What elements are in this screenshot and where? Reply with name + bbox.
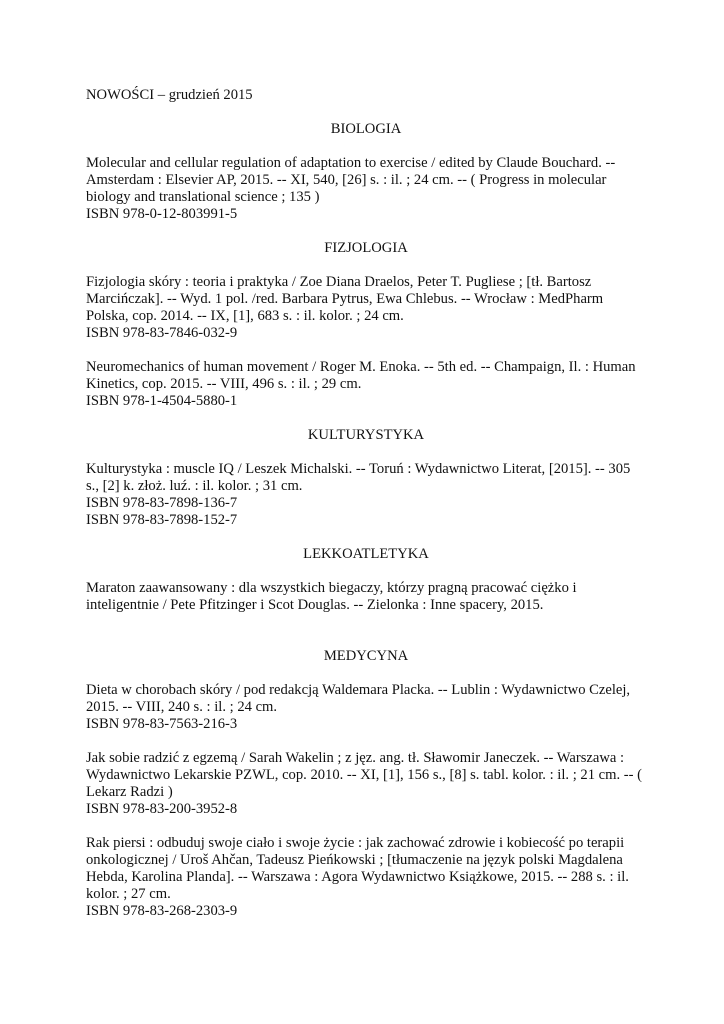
entry-isbn: ISBN 978-83-7563-216-3 xyxy=(86,716,238,732)
entry-description: Maraton zaawansowany : dla wszystkich biegaczy, którzy pragną pracować ciężko i inteligentnie / Pete Pfitzinger i Scot Douglas. -- Zielonka : Inne spacery, 2015. xyxy=(86,580,577,613)
catalog-entry xyxy=(86,835,646,920)
catalog-entry xyxy=(86,580,646,614)
entry-isbn: ISBN 978-1-4504-5880-1 xyxy=(86,393,238,409)
section-heading-biologia: BIOLOGIA xyxy=(330,121,402,137)
entry-description: Neuromechanics of human movement / Roger M. Enoka. -- 5th ed. -- Champaign, Il. : Human Kinetics, cop. 2015. -- VIII, 496 s. : il. ; 29 cm. xyxy=(86,359,636,392)
entry-isbn: ISBN 978-83-7898-136-7 xyxy=(86,495,238,511)
catalog-entry xyxy=(86,274,646,342)
section-heading-medycyna: MEDYCYNA xyxy=(323,648,409,664)
entry-isbn: ISBN 978-0-12-803991-5 xyxy=(86,206,238,222)
section-heading-fizjologia: FIZJOLOGIA xyxy=(324,240,408,256)
entry-description: Kulturystyka : muscle IQ / Leszek Michalski. -- Toruń : Wydawnictwo Literat, [2015]. -- 305 s., [2] k. złoż. luź. : il. kolor. ; 31 cm. xyxy=(86,461,631,494)
entry-description: Rak piersi : odbuduj swoje ciało i swoje życie : jak zachować zdrowie i kobiecość po terapii onkologicznej / Uroš Ahčan, Tadeusz Pieńkowski ; [tłumaczenie na język polski Magdalena Hebda, Karolina Planda]. -- Warszawa : Agora Wydawnictwo Książkowe, 2015. -- 288 s. : il. kolor. ; 27 cm. xyxy=(86,835,629,902)
document-body xyxy=(86,87,646,937)
section-heading-lekkoatletyka: LEKKOATLETYKA xyxy=(303,546,429,562)
document-title: NOWOŚCI – grudzień 2015 xyxy=(86,87,253,103)
blank-line xyxy=(86,631,646,648)
catalog-entry xyxy=(86,155,646,223)
catalog-entry xyxy=(86,750,646,818)
catalog-entry xyxy=(86,682,646,733)
catalog-entry xyxy=(86,359,646,410)
entry-isbn: ISBN 978-83-7846-032-9 xyxy=(86,325,238,341)
entry-description: Molecular and cellular regulation of adaptation to exercise / edited by Claude Bouchard. -- Amsterdam : Elsevier AP, 2015. -- XI, 540, [26] s. : il. ; 24 cm. -- ( Progress in molecular biology and translational science ; 135 ) xyxy=(86,155,616,205)
entry-isbn: ISBN 978-83-200-3952-8 xyxy=(86,801,238,817)
catalog-entry xyxy=(86,461,646,529)
entry-isbn: ISBN 978-83-7898-152-7 xyxy=(86,512,238,528)
entry-description: Dieta w chorobach skóry / pod redakcją Waldemara Placka. -- Lublin : Wydawnictwo Czelej, 2015. -- VIII, 240 s. : il. ; 24 cm. xyxy=(86,682,631,715)
entry-description: Fizjologia skóry : teoria i praktyka / Zoe Diana Draelos, Peter T. Pugliese ; [tł. Bartosz Marcińczak]. -- Wyd. 1 pol. /red. Barbara Pytrus, Ewa Chlebus. -- Wrocław : MedPharm Polska, cop. 2014. -- IX, [1], 683 s. : il. kolor. ; 24 cm. xyxy=(86,274,604,324)
section-heading-kulturystyka: KULTURYSTYKA xyxy=(307,427,425,443)
entry-description: Jak sobie radzić z egzemą / Sarah Wakelin ; z jęz. ang. tł. Sławomir Janeczek. -- Warszawa : Wydawnictwo Lekarskie PZWL, cop. 2010. -- XI, [1], 156 s., [8] s. tabl. kolor. : il. ; 21 cm. -- ( Lekarz Radzi ) xyxy=(86,750,642,800)
entry-isbn: ISBN 978-83-268-2303-9 xyxy=(86,903,238,919)
